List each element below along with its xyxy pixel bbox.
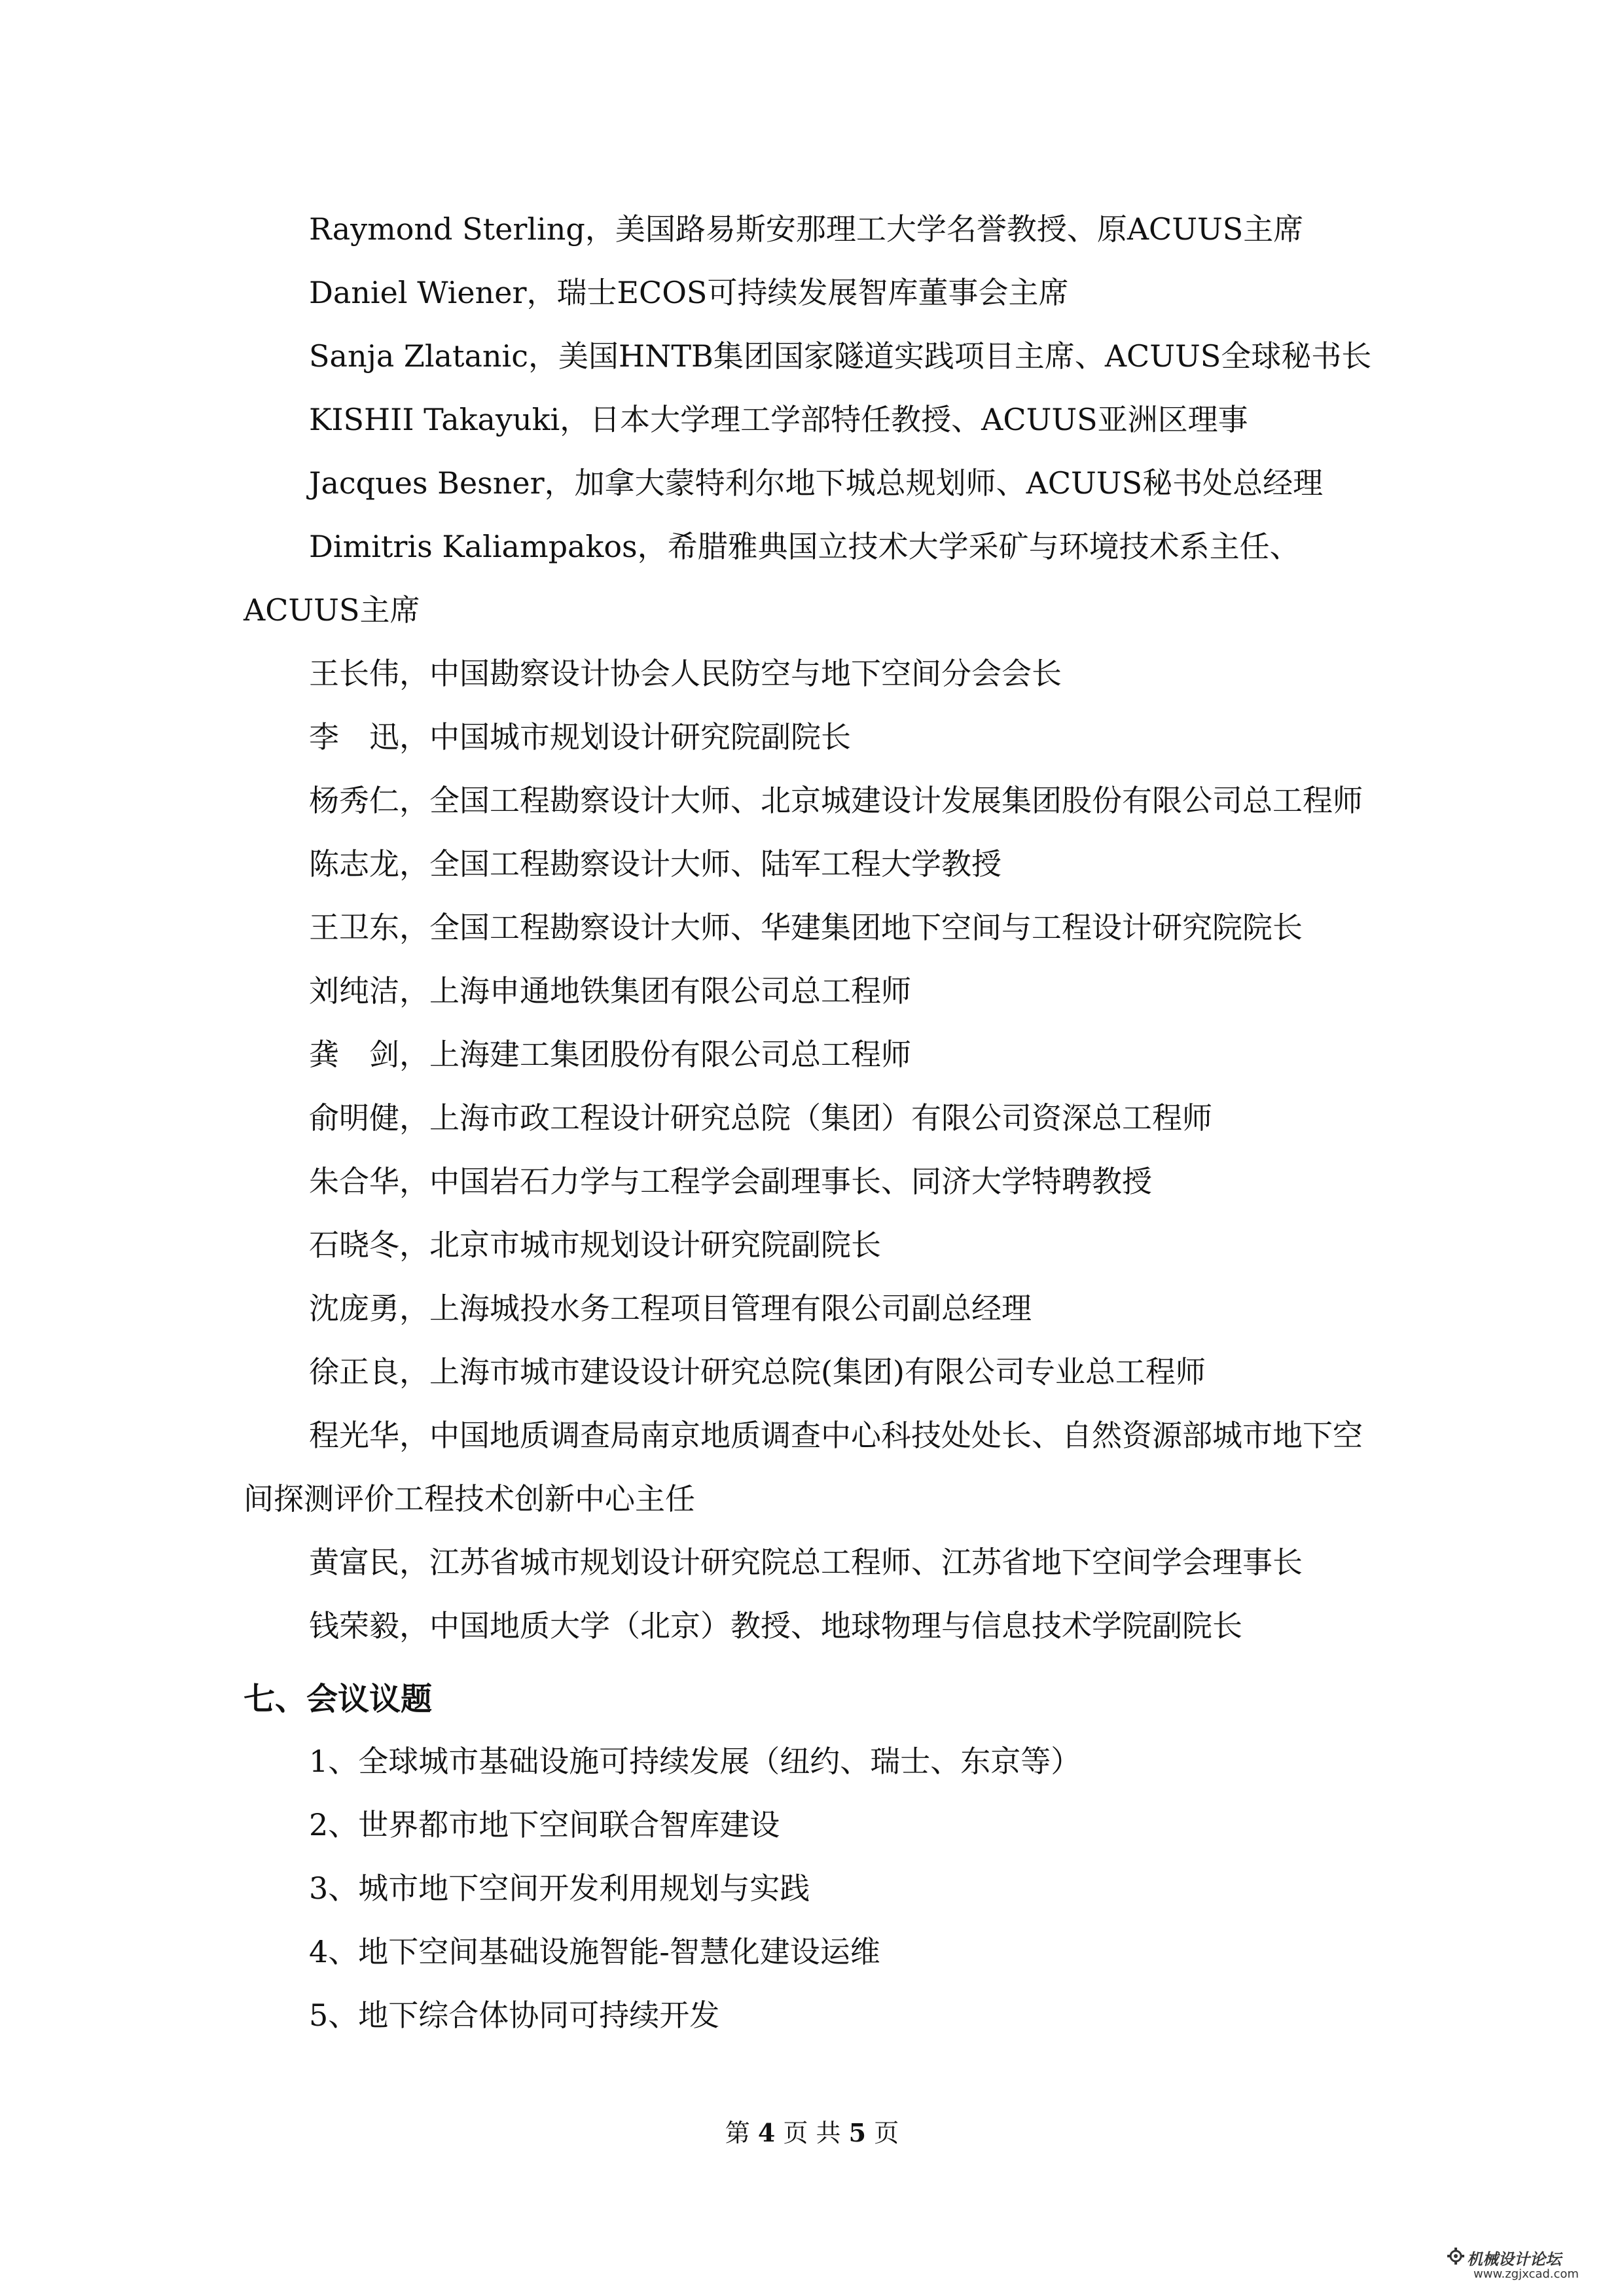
member-line: 沈庞勇，上海城投水务工程项目管理有限公司副总经理: [309, 1291, 1032, 1326]
member-line: Jacques Besner，加拿大蒙特利尔地下城总规划师、ACUUS秘书处总经理: [309, 465, 1324, 501]
watermark-name: 机械设计论坛: [1467, 2250, 1561, 2269]
member-line: 黄富民，江苏省城市规划设计研究院总工程师、江苏省地下空间学会理事长: [309, 1545, 1303, 1580]
total-page-number: 5: [848, 2118, 867, 2147]
gear-icon: [1447, 2248, 1464, 2265]
member-line: 陈志龙，全国工程勘察设计大师、陆军工程大学教授: [309, 846, 1001, 882]
topic-item: 1、全球城市基础设施可持续发展（纽约、瑞士、东京等）: [309, 1744, 1081, 1779]
topic-item: 3、城市地下空间开发利用规划与实践: [309, 1871, 810, 1906]
member-line: 程光华，中国地质调查局南京地质调查中心科技处处长、自然资源部城市地下空间探测评价工程技术创新中心主任: [244, 1418, 1363, 1516]
watermark-url: www.zgjxcad.com: [1473, 2267, 1579, 2281]
member-line: 王长伟，中国勘察设计协会人民防空与地下空间分会会长: [309, 656, 1062, 691]
member-line: 王卫东，全国工程勘察设计大师、华建集团地下空间与工程设计研究院院长: [309, 910, 1303, 945]
topic-item: 5、地下综合体协同可持续开发: [309, 1998, 720, 2033]
member-line: 李 迅，中国城市规划设计研究院副院长: [309, 719, 851, 755]
member-line: Raymond Sterling，美国路易斯安那理工大学名誉教授、原ACUUS主席: [309, 211, 1304, 247]
member-line: Sanja Zlatanic，美国HNTB集团国家隧道实践项目主席、ACUUS全球秘书长: [309, 338, 1372, 374]
site-watermark: [1447, 2245, 1598, 2284]
member-line: KISHII Takayuki，日本大学理工学部特任教授、ACUUS亚洲区理事: [309, 402, 1248, 437]
topic-item: 2、世界都市地下空间联合智库建设: [309, 1807, 780, 1842]
member-line: 徐正良，上海市城市建设设计研究总院(集团)有限公司专业总工程师: [309, 1354, 1206, 1390]
member-line: 朱合华，中国岩石力学与工程学会副理事长、同济大学特聘教授: [309, 1164, 1152, 1199]
member-line: Daniel Wiener，瑞士ECOS可持续发展智库董事会主席: [309, 275, 1069, 310]
member-line: 龚 剑，上海建工集团股份有限公司总工程师: [309, 1037, 911, 1072]
section-heading: 七、会议议题: [244, 1681, 433, 1717]
member-line: 钱荣毅，中国地质大学（北京）教授、地球物理与信息技术学院副院长: [309, 1608, 1242, 1643]
member-line: 刘纯洁，上海申通地铁集团有限公司总工程师: [309, 973, 911, 1009]
current-page-number: 4: [757, 2118, 776, 2147]
member-line: 杨秀仁，全国工程勘察设计大师、北京城建设计发展集团股份有限公司总工程师: [309, 783, 1363, 818]
member-line: 俞明健，上海市政工程设计研究总院（集团）有限公司资深总工程师: [309, 1100, 1212, 1136]
topic-item: 4、地下空间基础设施智能-智慧化建设运维: [309, 1934, 880, 1969]
page-footer: [0, 2113, 1624, 2149]
member-line: 石晓冬，北京市城市规划设计研究院副院长: [309, 1227, 881, 1263]
member-line: Dimitris Kaliampakos，希腊雅典国立技术大学采矿与环境技术系主任、ACUUS主席: [244, 529, 1300, 628]
footer-prefix: 第: [725, 2119, 750, 2147]
footer-suffix: 页: [874, 2119, 899, 2147]
footer-mid: 页 共: [783, 2119, 841, 2147]
